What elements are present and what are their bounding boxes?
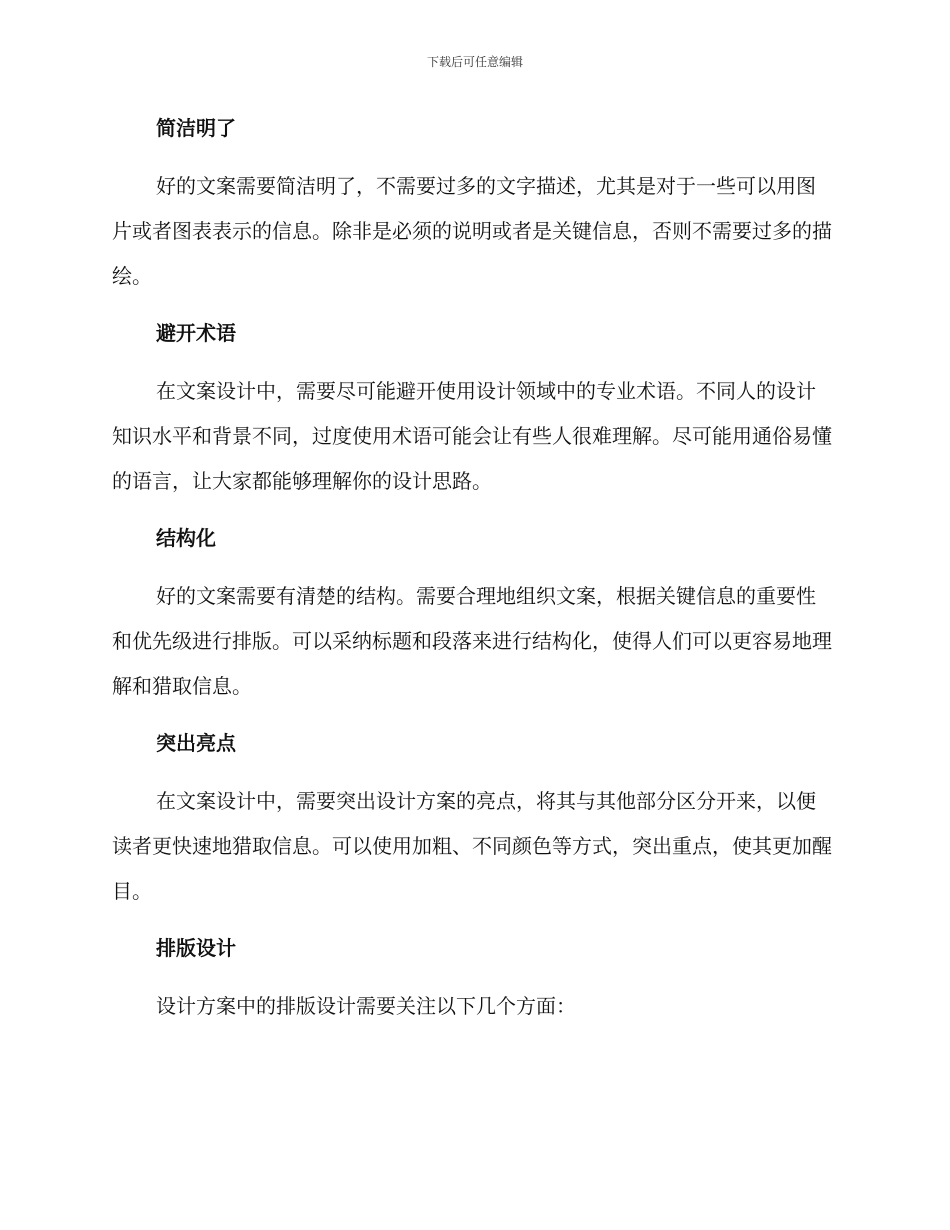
section-paragraph-layout-design: 设计方案中的排版设计需要关注以下几个方面： [156, 994, 576, 1018]
section-heading-highlights: 突出亮点 [156, 731, 236, 755]
section-paragraph-structure: 好的文案需要有清楚的结构。需要合理地组织文案，根据关键信息的重要性和优先级进行排版。可以采纳标题和段落来进行结构化，使得人们可以更容易地理解和猎取信息。 [112, 584, 832, 698]
section-paragraph-concise: 好的文案需要简洁明了，不需要过多的文字描述，尤其是对于一些可以用图片或者图表表示的信息。除非是必须的说明或者是关键信息，否则不需要过多的描绘。 [112, 174, 832, 288]
page-header: 下载后可任意编辑 [426, 55, 523, 69]
section-heading-concise: 简洁明了 [156, 116, 236, 140]
section-heading-avoid-jargon: 避开术语 [156, 321, 236, 345]
section-paragraph-highlights: 在文案设计中，需要突出设计方案的亮点，将其与其他部分区分开来，以便读者更快速地猎取信息。可以使用加粗、不同颜色等方式，突出重点，使其更加醒目。 [112, 789, 832, 903]
section-paragraph-avoid-jargon: 在文案设计中，需要尽可能避开使用设计领域中的专业术语。不同人的设计知识水平和背景不同，过度使用术语可能会让有些人很难理解。尽可能用通俗易懂的语言，让大家都能够理解你的设计思路。 [112, 379, 832, 493]
section-heading-structure: 结构化 [156, 526, 216, 550]
document-body [112, 106, 832, 1041]
section-heading-layout-design: 排版设计 [156, 936, 236, 960]
